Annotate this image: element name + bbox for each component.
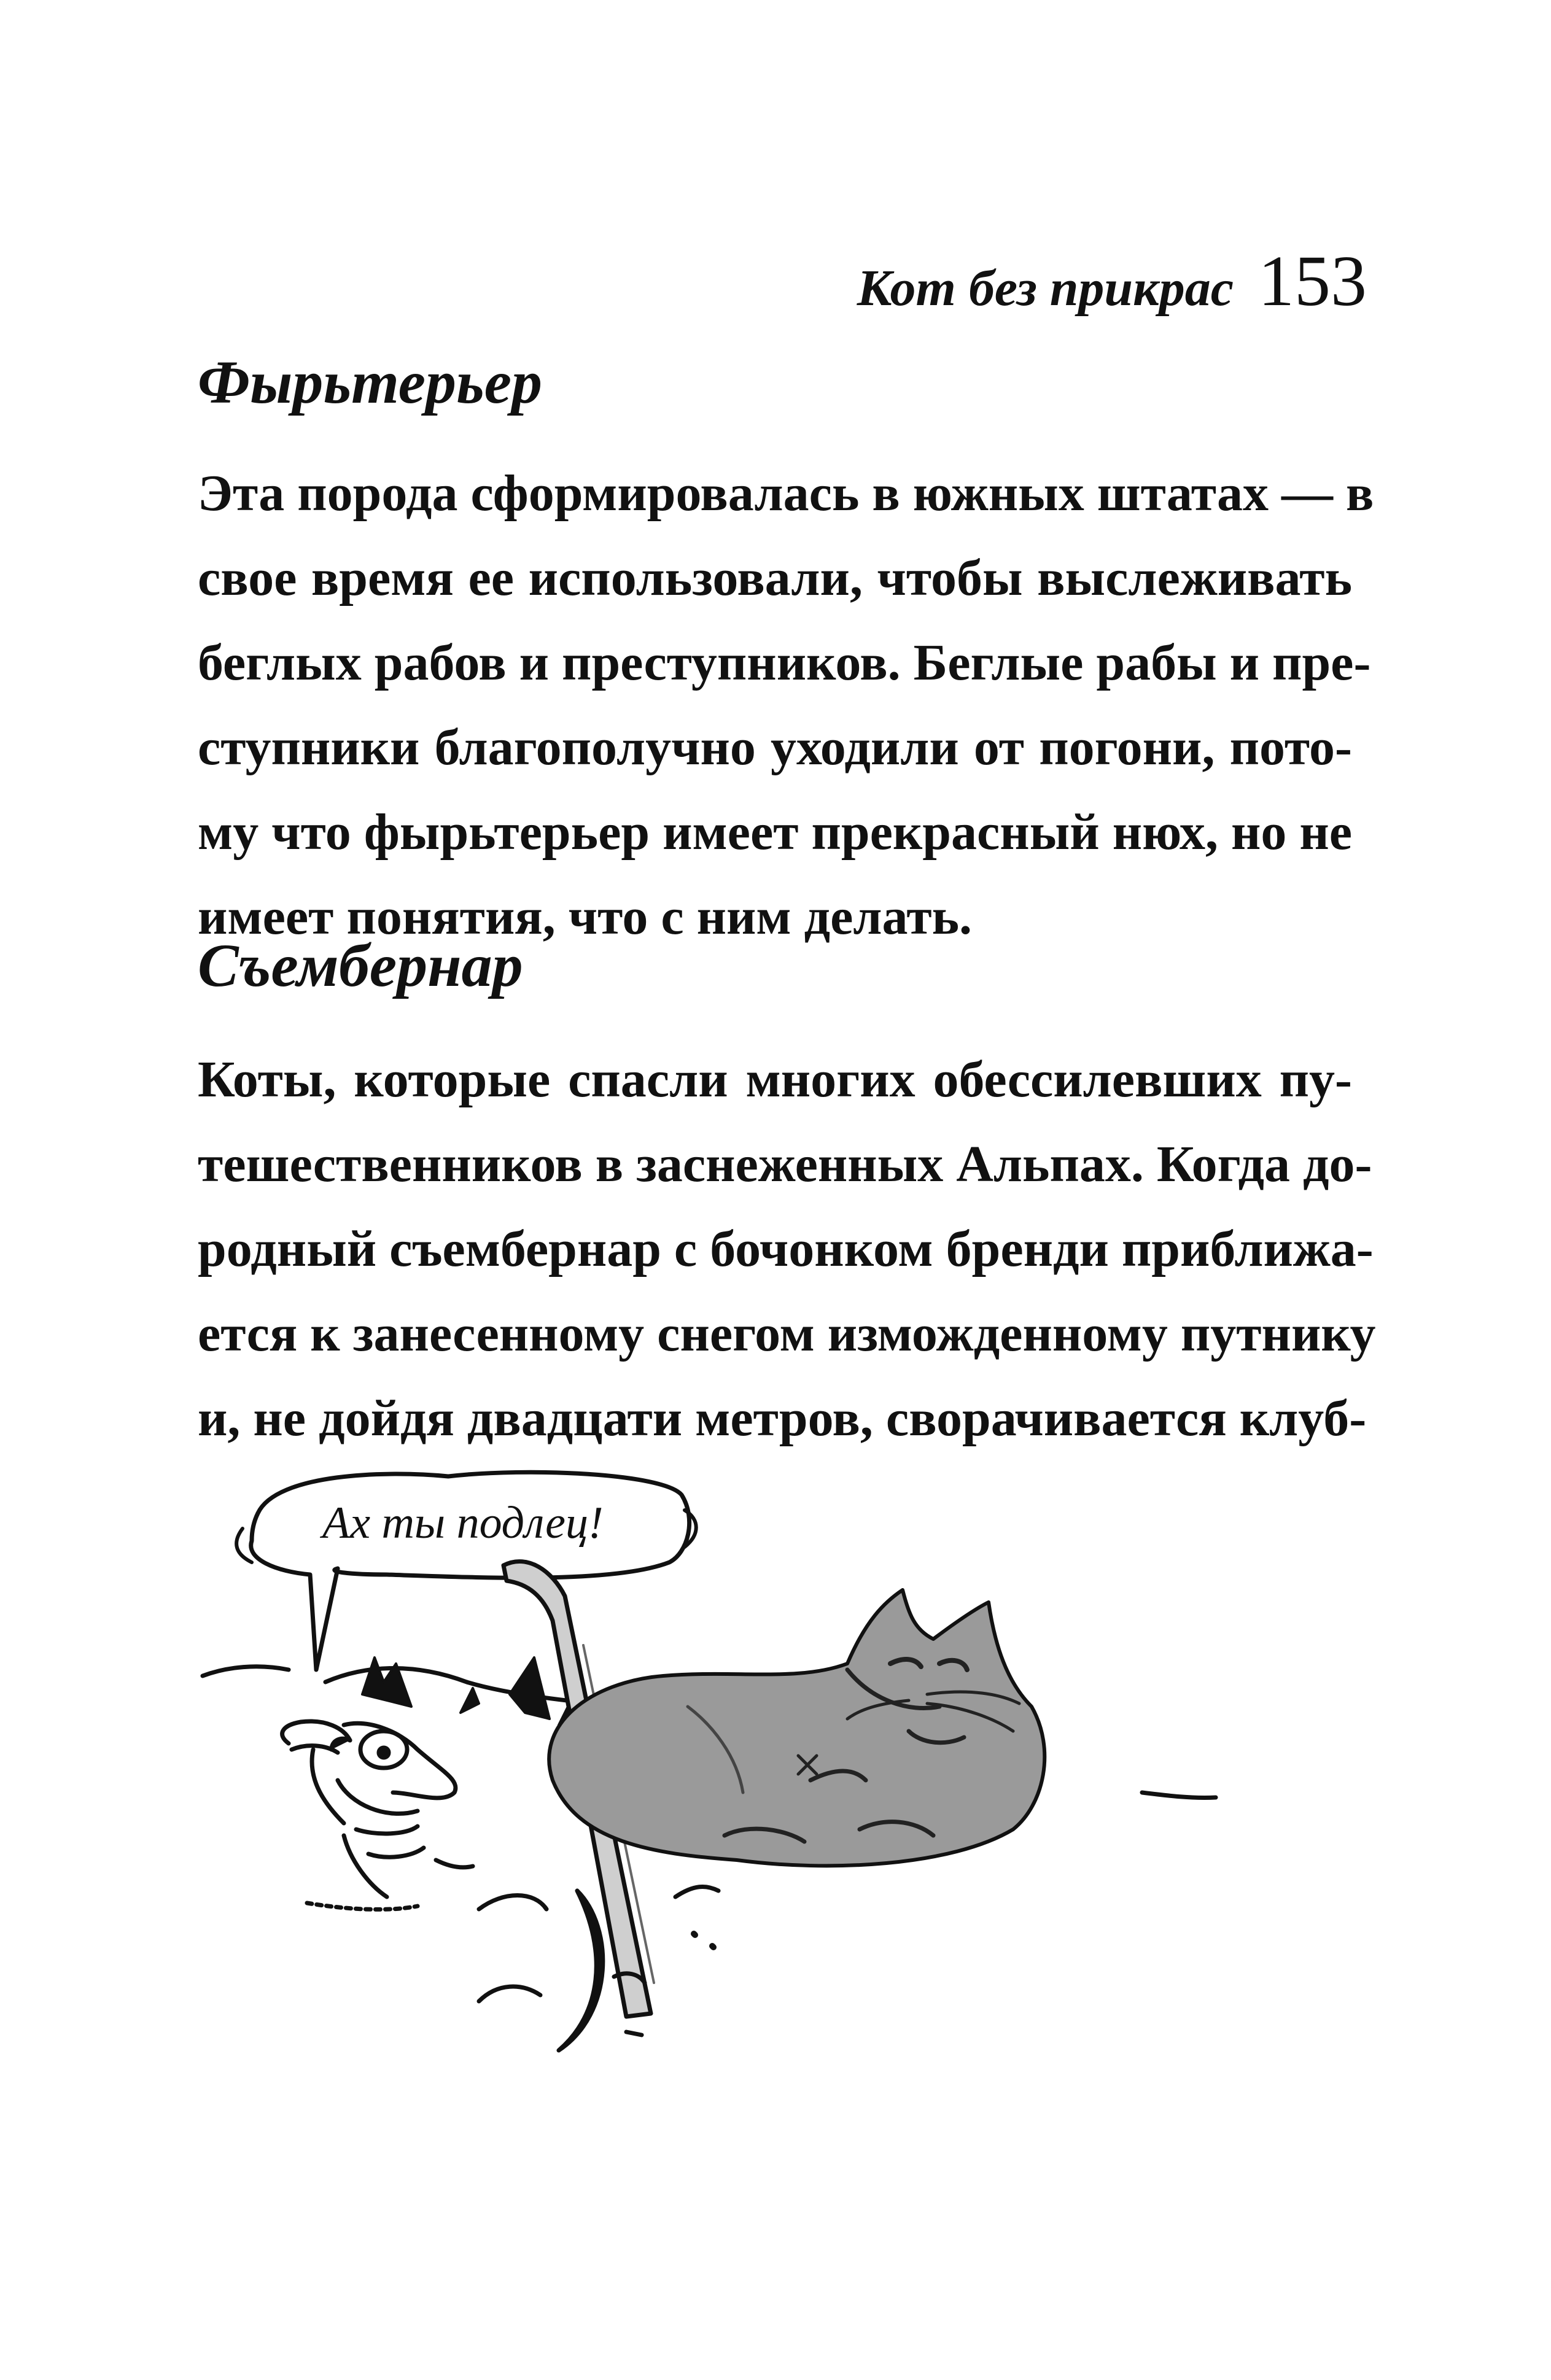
speech-bubble [236, 1472, 696, 1670]
text-line: ступники благополучно уходили от погони, пото- [198, 719, 1352, 776]
cartoon-illustration [184, 1461, 1363, 2222]
text-line: имеет понятия, что с ним делать. [198, 888, 973, 945]
text-line: беглых рабов и преступников. Беглые рабы и пре- [198, 634, 1371, 691]
running-header [857, 239, 1367, 323]
snow-marks [479, 1886, 718, 2050]
text-line: ется к занесенному снегом изможденному путнику [198, 1305, 1376, 1362]
text-line: Эта порода сформировалась в южных штатах — в [198, 465, 1374, 522]
traveller-figure [282, 1721, 473, 1909]
text-line: свое время ее использовали, чтобы выслеживать [198, 549, 1352, 607]
section-text-fyrterer [198, 451, 1374, 959]
text-line: му что фырьтерьер имеет прекрасный нюх, но не [198, 804, 1353, 861]
running-title: Кот без прикрас [857, 260, 1234, 317]
speech-bubble-text: Ах ты подлец! [322, 1498, 604, 1548]
text-line: родный съембернар с бочонком бренди приближа- [198, 1220, 1374, 1277]
section-title-syembernar: Съембернар [198, 931, 523, 999]
text-line: и, не дойдя двадцати метров, сворачивается клуб- [198, 1390, 1367, 1447]
text-line: Коты, которые спасли многих обессилевших пу- [198, 1051, 1352, 1108]
section-text-syembernar [198, 1037, 1376, 1461]
fir-trees [362, 1657, 589, 1731]
page-number: 153 [1258, 241, 1367, 321]
text-line: тешественников в заснеженных Альпах. Когда до- [198, 1136, 1372, 1193]
cat-figure [549, 1590, 1044, 1866]
section-title-fyrterer: Фырьтерьер [198, 348, 543, 416]
